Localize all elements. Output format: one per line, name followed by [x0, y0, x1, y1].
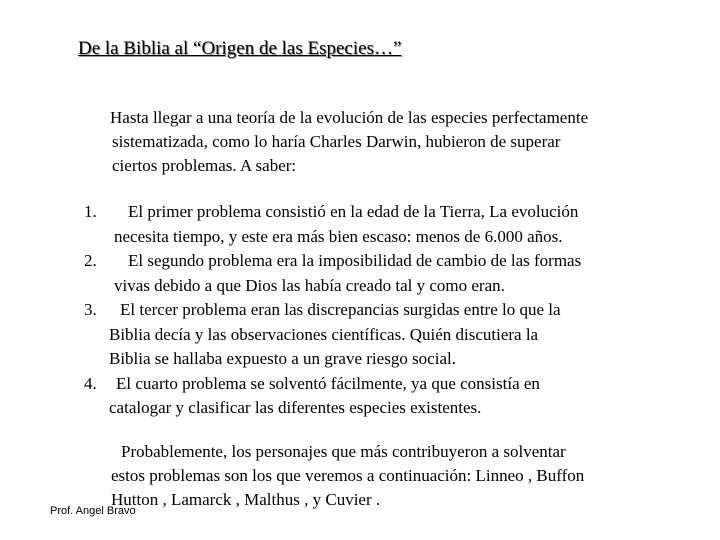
problem-line: El cuarto problema se solventó fácilmente, ya que consistía en [116, 373, 540, 393]
problem-item-2 [84, 249, 684, 298]
intro-line: ciertos problemas. A saber: [112, 156, 297, 175]
problem-line: Biblia se hallaba expuesto a un grave riesgo social. [109, 349, 456, 368]
problem-number: 2. [84, 251, 97, 270]
intro-line: sistematizada, como lo haría Charles Darwin, hubieron de superar [112, 132, 561, 151]
author-credit: Prof. Angel Bravo [50, 505, 136, 517]
problem-number: 1. [84, 202, 97, 221]
problem-line: Biblia decía y las observaciones científicas. Quién discutiera la [109, 324, 539, 344]
problem-line: El segundo problema era la imposibilidad de cambio de las formas [128, 251, 582, 270]
problem-item-3 [84, 298, 684, 372]
problem-line: catalogar y clasificar las diferentes especies existentes. [109, 398, 482, 417]
closing-line: estos problemas son los que veremos a continuación: Linneo , Buffon [111, 466, 585, 485]
problem-item-4 [84, 372, 684, 421]
problem-number: 4. [84, 373, 97, 393]
problem-item-1 [84, 200, 684, 249]
problem-line: El primer problema consistió en la edad de la Tierra, La evolución [128, 202, 579, 221]
slide-title: De la Biblia al “Origen de las Especies…” [78, 38, 402, 59]
intro-line: Hasta llegar a una teoría de la evolución de las especies perfectamente [110, 108, 589, 127]
problem-line: vivas debido a que Dios las había creado tal y como eran. [114, 275, 505, 295]
closing-line: Probablemente, los personajes que más contribuyeron a solventar [121, 442, 566, 461]
problem-number: 3. [84, 300, 97, 319]
closing-line: Hutton , Lamarck , Malthus , y Cuvier . [111, 490, 381, 509]
problems-list [84, 200, 684, 421]
problem-line: El tercer problema eran las discrepancias surgidas entre lo que la [120, 300, 561, 319]
problem-line: necesita tiempo, y este era más bien escaso: menos de 6.000 años. [114, 226, 563, 246]
intro-paragraph [110, 106, 685, 178]
closing-paragraph [111, 440, 666, 512]
